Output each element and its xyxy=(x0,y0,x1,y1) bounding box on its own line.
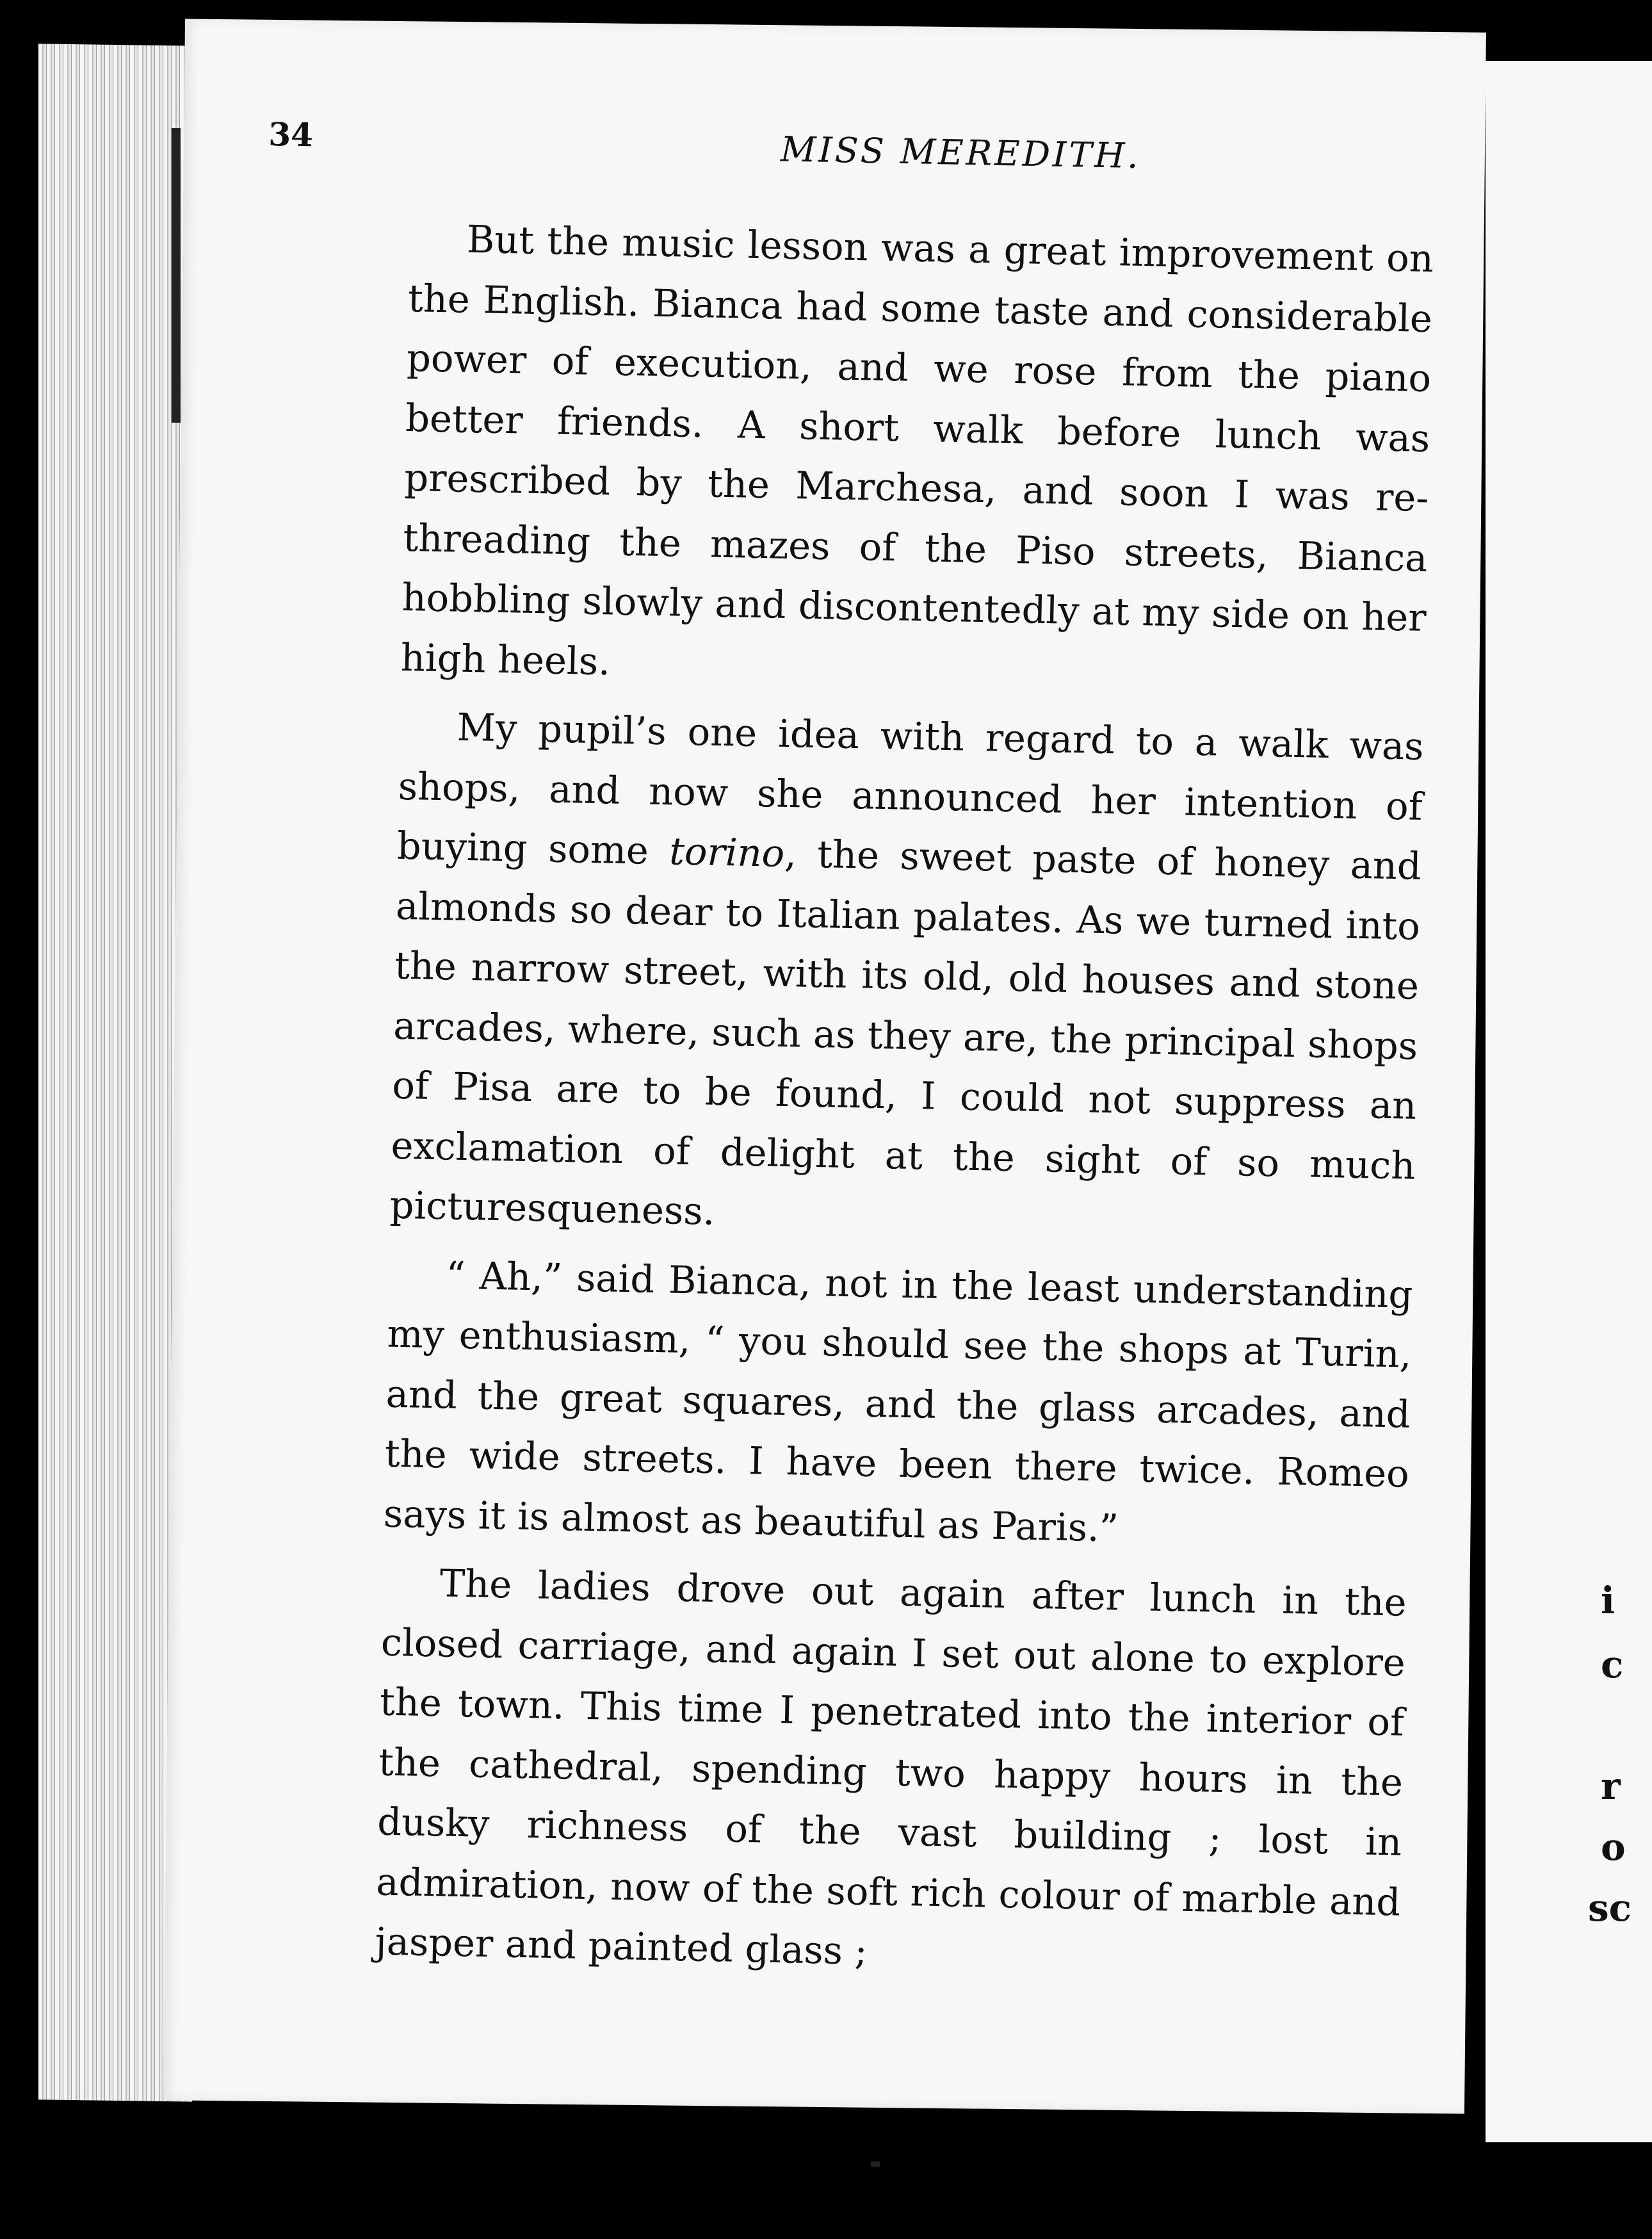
paragraph: But the music lesson was a great improvement on the English. Bianca had some taste and considerable power of execution, and we rose from the piano better friends. A short walk before lunch was prescribed by the Marchesa, and soon I was re-threading the mazes of the Piso streets, Bianca hobbling slowly and discontentedly at my side on her high heels. xyxy=(400,216,1434,683)
facing-page-fragment: c xyxy=(1601,1643,1624,1686)
page-number: 34 xyxy=(268,115,314,154)
spine-shadow xyxy=(172,128,181,423)
scan-speck xyxy=(871,2162,880,2167)
book-title: MISS MEREDITH. xyxy=(780,129,1142,177)
italic-word: torino xyxy=(668,829,785,875)
paragraph: My pupil’s one idea with regard to a walk was shops, and now she announced her intention of buying some torino, the sweet paste of honey and almonds so dear to Italian palates. As we turned into the narrow street, with its old, old houses and stone arcades, where, such as they are, the principal shops of Pisa are to be found, I could not suppress an exclamation of delight at the sight of so much picturesqueness. xyxy=(389,704,1425,1233)
facing-page xyxy=(1486,61,1652,2142)
facing-page-fragment: sc xyxy=(1588,1886,1632,1930)
facing-page-fragment: o xyxy=(1601,1825,1626,1869)
paragraph: “ Ah,” said Bianca, not in the least understanding my enthusiasm, “ you should see the shops at Turin, and the great squares, and the glass arcades, and the wide streets. I have been there twice. Romeo says it is almost as beautiful as Paris.” xyxy=(383,1252,1413,1551)
body-text xyxy=(374,208,1434,2001)
paragraph: The ladies drove out again after lunch in the closed carriage, and again I set out alone to explore the town. This time I penetrated into the interior of the cathedral, spending two happy hours in the dusky richness of the vast building ; lost in admiration, now of the soft rich colour of marble and jasper and painted glass ; xyxy=(374,1561,1407,1973)
facing-page-fragment: r xyxy=(1601,1764,1621,1808)
facing-page-fragment: i xyxy=(1601,1579,1616,1622)
